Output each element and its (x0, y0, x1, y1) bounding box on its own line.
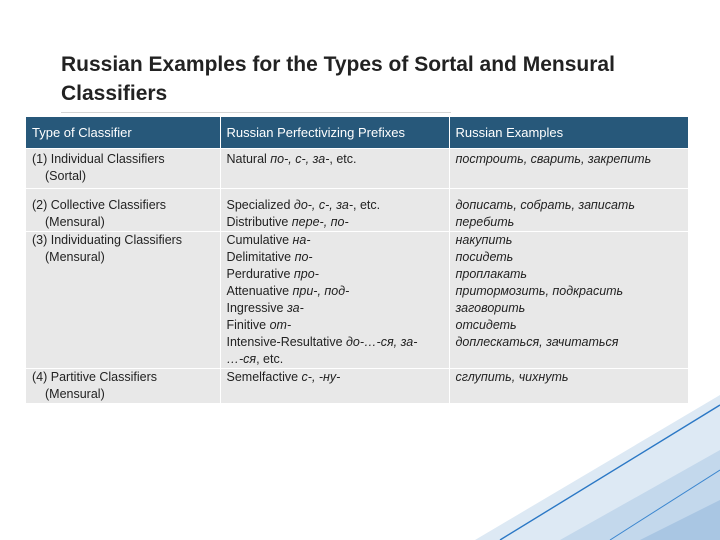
cell-type: (3) Individuating Classifiers (Mensural) (26, 232, 220, 369)
header-prefixes: Russian Perfectivizing Prefixes (220, 117, 449, 149)
table-row (26, 369, 688, 404)
table-row (26, 149, 688, 189)
table-row (26, 189, 688, 232)
cell-type: (1) Individual Classifiers (Sortal) (26, 149, 220, 189)
prefix-line: Cumulative на- (226, 233, 311, 247)
prefix-line: …-ся, etc. (226, 352, 284, 366)
prefix-line: Intensive-Resultative до-…-ся, за- (226, 335, 418, 349)
prefix-line: Specialized до-, с-, за-, etc. (226, 198, 381, 212)
cell-type: (4) Partitive Classifiers (Mensural) (26, 369, 220, 404)
cell-examples: сглупить, чихнуть (449, 369, 688, 404)
cell-examples: дописать, собрать, записать перебить (449, 189, 688, 232)
cell-examples: построить, сварить, закрепить (449, 149, 688, 189)
table-row (26, 232, 688, 369)
title-divider (61, 112, 451, 113)
prefix-line: Ingressive за- (226, 301, 304, 315)
cell-prefixes (220, 149, 449, 189)
prefix-line: Distributive пере-, по- (226, 215, 349, 229)
prefix-line: Finitive от- (226, 318, 292, 332)
cell-prefixes (220, 189, 449, 232)
prefix-line: Attenuative при-, под- (226, 284, 350, 298)
cell-prefixes (220, 369, 449, 404)
cell-type: (2) Collective Classifiers (Mensural) (26, 189, 220, 232)
classifier-table (26, 117, 688, 403)
cell-prefixes (220, 232, 449, 369)
header-type-of-classifier: Type of Classifier (26, 117, 220, 149)
prefix-line: Perdurative про- (226, 267, 319, 281)
cell-examples: накупить посидеть проплакать притормозить, подкрасить заговорить отсидеть доплескаться, зачитаться (449, 232, 688, 369)
page-title: Russian Examples for the Types of Sortal and Mensural Classifiers (61, 53, 615, 105)
prefix-line: Natural по-, с-, за-, etc. (226, 152, 357, 166)
prefix-line: Delimitative по- (226, 250, 313, 264)
header-examples: Russian Examples (449, 117, 688, 149)
prefix-line: Semelfactive с-, -ну- (226, 370, 341, 384)
table-header-row (26, 117, 688, 149)
